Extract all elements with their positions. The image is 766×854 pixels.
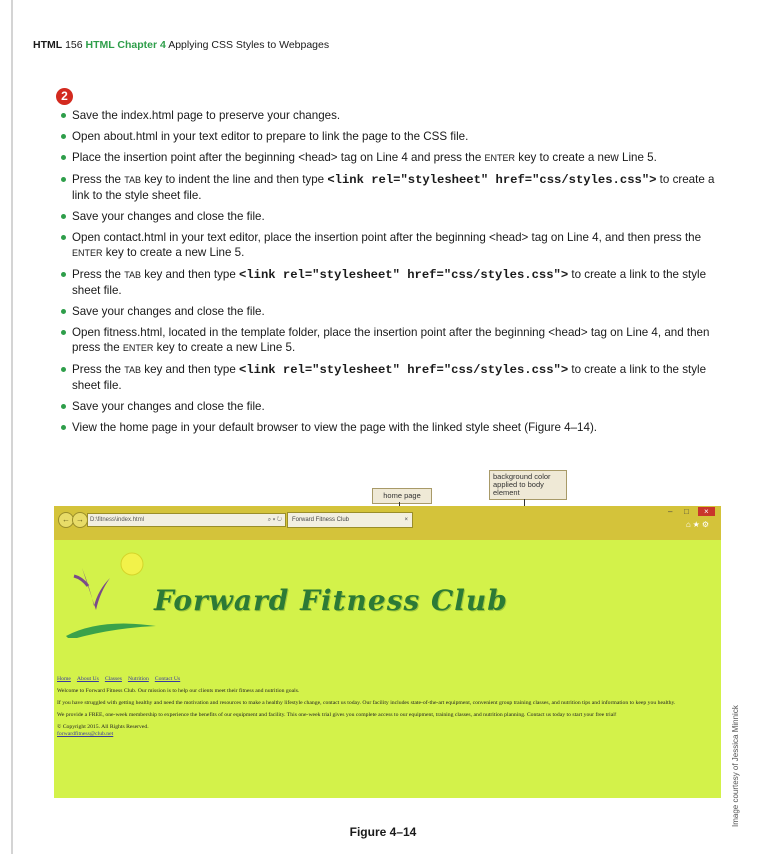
header-product: HTML: [33, 39, 63, 51]
webpage-content: [57, 676, 713, 743]
step-item: [60, 209, 730, 224]
running-header: [33, 39, 329, 51]
tab-title: Forward Fitness Club: [292, 517, 350, 523]
step-item: [60, 172, 730, 203]
step-text: Open fitness.html, located in the template folder, place the insertion point after the beginning <head> tag on Line 4, and then press the: [72, 326, 710, 354]
step-text: key to create a new Line 5.: [153, 341, 296, 354]
page-margin-rule: [11, 0, 13, 854]
address-bar[interactable]: [87, 513, 286, 527]
key-name: ENTER: [484, 153, 516, 163]
step-item: [60, 304, 730, 319]
address-text: D:\fitness\index.html: [90, 517, 145, 523]
step-list: [60, 108, 730, 441]
nav-link-home[interactable]: Home: [57, 676, 71, 682]
step-text: Open about.html in your text editor to prepare to link the page to the CSS file.: [72, 130, 469, 143]
window-close-icon[interactable]: ×: [698, 507, 715, 516]
key-name: TAB: [124, 175, 142, 185]
key-name: ENTER: [72, 248, 103, 258]
webpage-nav: [57, 676, 713, 683]
logo-text: Forward Fitness Club: [154, 584, 508, 617]
nav-link-classes[interactable]: Classes: [104, 676, 122, 682]
step-item: [60, 399, 730, 414]
step-text: key to indent the line and then type: [141, 173, 328, 186]
step-text: Place the insertion point after the beginning <head> tag on Line 4 and press the: [72, 151, 485, 164]
tab-close-icon[interactable]: ×: [404, 517, 408, 523]
step-item: [60, 108, 730, 123]
header-chapter: HTML Chapter 4: [85, 39, 166, 51]
step-text: Press the: [72, 268, 125, 281]
webpage-paragraph-facility: If you have struggled with getting healthy and need the motivation and resources to make a healthy lifestyle change, contact us today. Our facility includes state-of-the-art equipment, convenient group training classes, and nutrition tips and information to keep you healthy.: [57, 700, 676, 706]
browser-tab[interactable]: [287, 512, 413, 528]
step-text: View the home page in your default browser to view the page with the linked style sheet (Figure 4–14).: [72, 421, 598, 434]
browser-titlebar: [54, 506, 721, 540]
back-icon[interactable]: ←: [58, 512, 74, 528]
key-name: TAB: [124, 270, 142, 280]
forward-icon[interactable]: →: [72, 512, 88, 528]
step-text: key and then type: [141, 363, 240, 376]
step-item: [60, 325, 730, 356]
figure-caption: Figure 4–14: [349, 825, 417, 839]
step-text: to create a link to the style sheet file.: [72, 363, 707, 392]
step-text: to create a link to the style sheet file.: [72, 268, 707, 297]
code-snippet: <link rel="stylesheet" href="css/styles.css">: [239, 363, 569, 377]
nav-link-nutrition[interactable]: Nutrition: [127, 676, 149, 682]
step-text: Open contact.html in your text editor, place the insertion point after the beginning <head> tag on Line 4, and then press the: [72, 231, 702, 244]
step-item: [60, 420, 730, 435]
webpage-body: [54, 540, 721, 798]
webpage-paragraph-trial: We provide a FREE, one-week membership to experience the benefits of our equipment and facility. This one-week trial gives you complete access to our equipment, training classes, and nutrition planning. Contact us today to start your free trial!: [57, 712, 617, 718]
step-text: Save your changes and close the file.: [72, 400, 265, 413]
step-text: key to create a new Line 5.: [515, 151, 657, 164]
webpage-copyright: © Copyright 2015. All Rights Reserved.: [57, 724, 149, 730]
browser-screenshot: [54, 506, 721, 798]
step-text: Save the index.html page to preserve your changes.: [72, 109, 341, 122]
webpage-paragraph-welcome: Welcome to Forward Fitness Club. Our mission is to help our clients meet their fitness and nutrition goals.: [57, 688, 300, 694]
step-text: Save your changes and close the file.: [72, 305, 265, 318]
step-item: [60, 129, 730, 144]
step-number-badge: 2: [56, 88, 73, 105]
minimize-icon[interactable]: ‒: [668, 507, 673, 516]
callout-home-page: home page: [372, 488, 432, 504]
step-text: key to create a new Line 5.: [102, 246, 245, 259]
key-name: ENTER: [122, 343, 154, 353]
step-item: [60, 230, 730, 261]
nav-link-about-us[interactable]: About Us: [76, 676, 99, 682]
step-text: to create a link to the style sheet file.: [72, 173, 715, 202]
figure-4-14: [44, 465, 724, 805]
key-name: TAB: [124, 365, 142, 375]
code-snippet: <link rel="stylesheet" href="css/styles.css">: [327, 173, 657, 187]
step-item: [60, 267, 730, 298]
maximize-icon[interactable]: □: [684, 507, 689, 516]
browser-toolbar-icons[interactable]: ⌂★⚙: [685, 520, 711, 529]
header-chapter-title: Applying CSS Styles to Webpages: [168, 39, 330, 51]
step-text: Press the: [72, 363, 125, 376]
code-snippet: <link rel="stylesheet" href="css/styles.css">: [239, 268, 569, 282]
step-item: [60, 150, 730, 166]
image-credit-text: Image courtesy of Jessica Minnick: [731, 705, 740, 827]
webpage-email-link[interactable]: forwardfitness@club.net: [57, 731, 114, 737]
step-text: Save your changes and close the file.: [72, 210, 265, 223]
address-tools-icon[interactable]: ⌕ ▾ ↻: [267, 517, 282, 523]
nav-link-contact-us[interactable]: Contact Us: [154, 676, 181, 682]
callout-background-color: background color applied to body element: [489, 470, 567, 500]
step-text: Press the: [72, 173, 125, 186]
image-credit: [731, 705, 743, 827]
step-text: key and then type: [141, 268, 240, 281]
header-page-number: 156: [65, 39, 83, 51]
step-item: [60, 362, 730, 393]
